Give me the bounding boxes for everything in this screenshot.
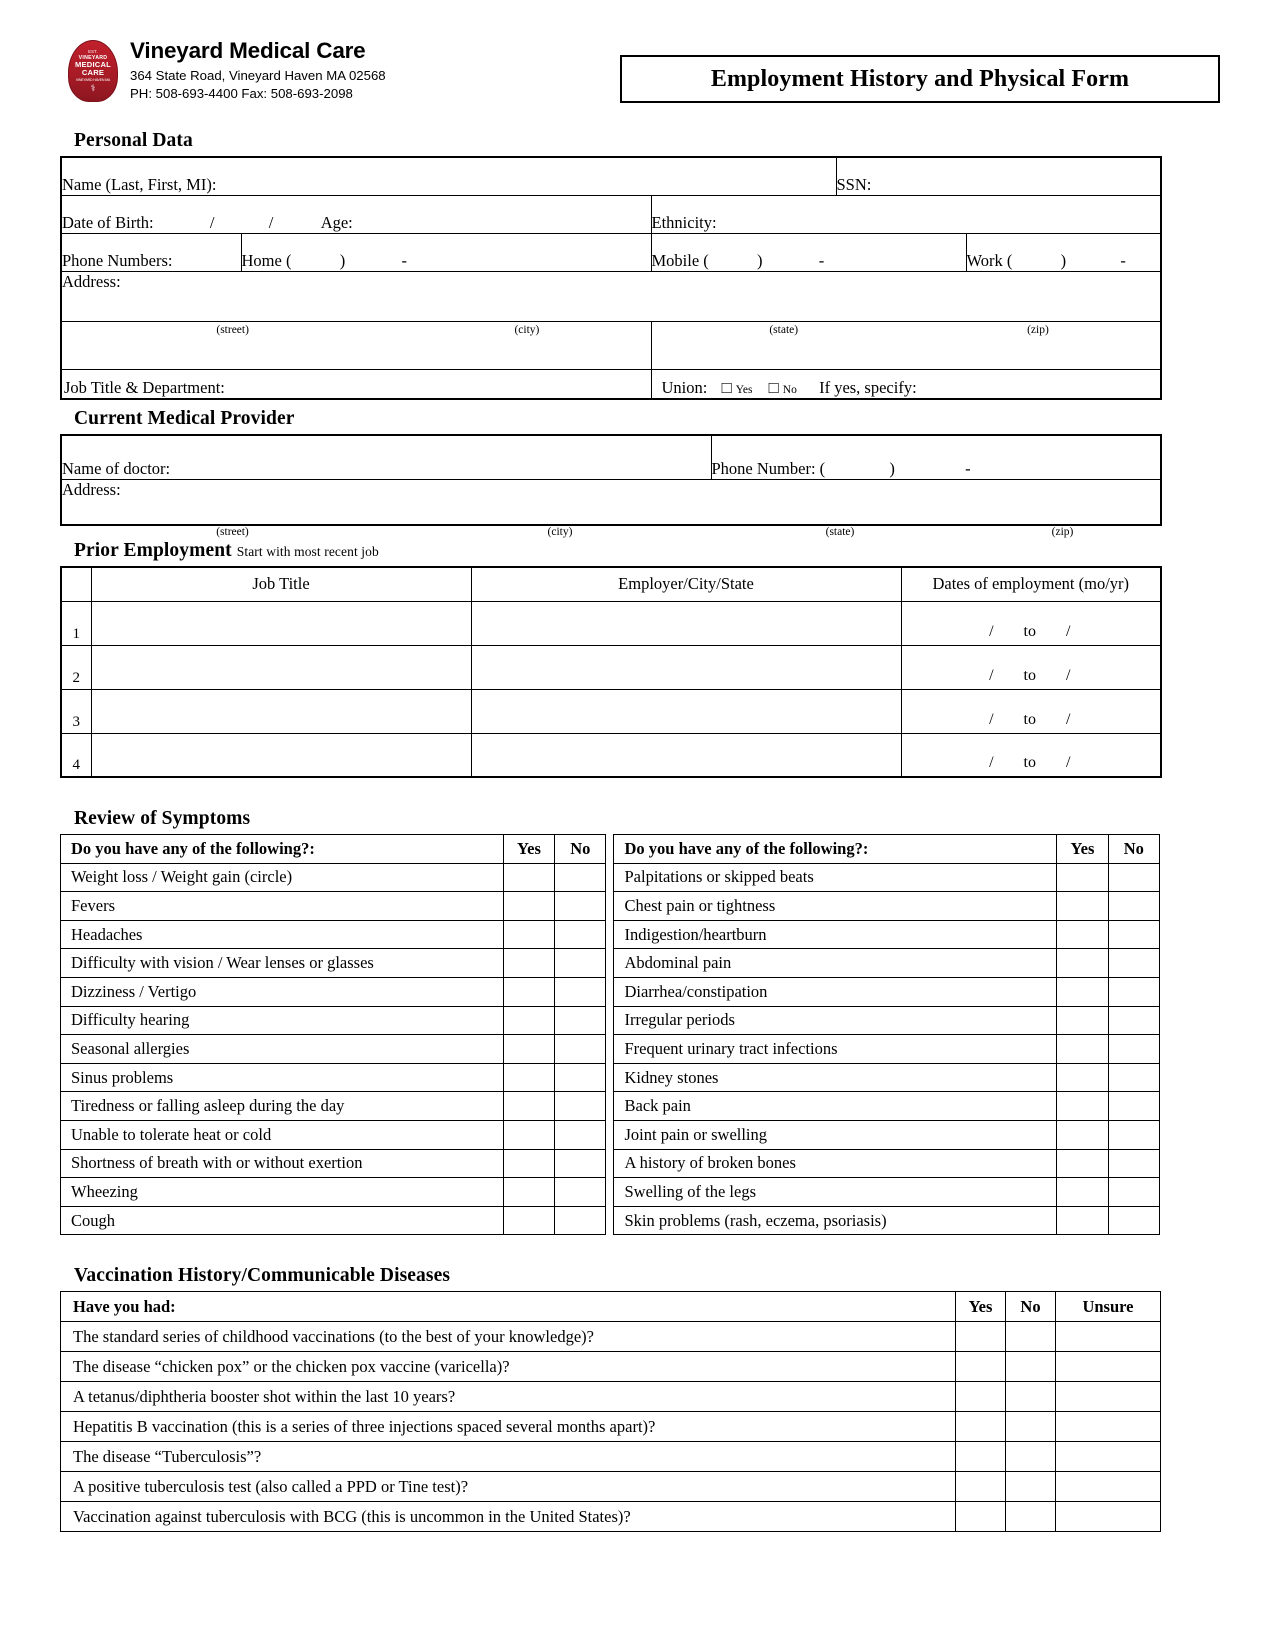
provider-street-hint: (street) bbox=[216, 526, 249, 538]
symptom-no-checkbox-right[interactable] bbox=[1108, 1206, 1159, 1235]
work-phone-dash: - bbox=[1120, 250, 1126, 270]
job-title-department-label: Job Title & Department: bbox=[64, 378, 225, 397]
symptoms-column-gap bbox=[606, 892, 614, 921]
date-to-1: to bbox=[1023, 622, 1036, 640]
symptom-yes-checkbox-right[interactable] bbox=[1057, 977, 1108, 1006]
date-slash-end-2: / bbox=[1065, 666, 1071, 684]
ethnicity-label: Ethnicity: bbox=[651, 212, 717, 232]
vaccination-no-checkbox[interactable] bbox=[1006, 1322, 1056, 1352]
provider-zip-hint: (zip) bbox=[1051, 526, 1074, 538]
symptom-label-right: Joint pain or swelling bbox=[614, 1120, 1057, 1149]
vaccination-yes-checkbox[interactable] bbox=[956, 1382, 1006, 1412]
table-row bbox=[61, 1442, 1161, 1472]
vaccination-no-checkbox[interactable] bbox=[1006, 1382, 1056, 1412]
symptom-label-right: A history of broken bones bbox=[614, 1149, 1057, 1178]
employer-input-2[interactable] bbox=[471, 645, 901, 689]
provider-address-cell[interactable] bbox=[61, 479, 1161, 525]
vaccination-question-label: A positive tuberculosis test (also called a PPD or Tine test)? bbox=[61, 1472, 956, 1502]
union-label: Union: bbox=[661, 378, 708, 397]
logo-container bbox=[60, 38, 126, 102]
home-phone-dash: - bbox=[401, 250, 407, 270]
symptom-yes-checkbox-left[interactable] bbox=[503, 1035, 554, 1064]
date-slash-end-3: / bbox=[1065, 710, 1071, 728]
mobile-phone-cell[interactable] bbox=[651, 233, 966, 271]
mobile-phone-paren: ) bbox=[757, 250, 763, 270]
symptoms-column-gap bbox=[606, 977, 614, 1006]
table-row bbox=[61, 1035, 1160, 1064]
table-row bbox=[61, 645, 1161, 689]
vaccination-yes-checkbox[interactable] bbox=[956, 1442, 1006, 1472]
symptoms-yes-header-right: Yes bbox=[1057, 835, 1108, 864]
union-yes-label: Yes bbox=[735, 384, 753, 396]
job-title-department-cell[interactable] bbox=[61, 369, 651, 399]
date-to-4: to bbox=[1023, 754, 1036, 771]
symptoms-column-gap bbox=[606, 1149, 614, 1178]
vaccination-no-checkbox[interactable] bbox=[1006, 1412, 1056, 1442]
table-row bbox=[61, 1006, 1160, 1035]
symptom-label-left: Fevers bbox=[61, 892, 504, 921]
job-title-input-2[interactable] bbox=[91, 645, 471, 689]
caduceus-icon: ⚕ bbox=[90, 82, 96, 93]
date-to-2: to bbox=[1023, 666, 1036, 684]
table-row bbox=[61, 1206, 1160, 1235]
symptom-no-checkbox-left[interactable] bbox=[555, 1149, 606, 1178]
vaccination-history-table bbox=[60, 1291, 1161, 1532]
vaccination-question-label: A tetanus/diphtheria booster shot within the last 10 years? bbox=[61, 1382, 956, 1412]
vaccination-no-checkbox[interactable] bbox=[1006, 1472, 1056, 1502]
provider-street-hint-cell bbox=[60, 526, 405, 538]
table-row bbox=[61, 1412, 1161, 1442]
symptom-no-checkbox-right[interactable] bbox=[1108, 949, 1159, 978]
name-field-cell[interactable] bbox=[61, 157, 836, 195]
symptom-yes-checkbox-right[interactable] bbox=[1057, 1178, 1108, 1207]
dates-input-2[interactable] bbox=[901, 645, 1161, 689]
symptom-yes-checkbox-left[interactable] bbox=[503, 949, 554, 978]
table-row bbox=[61, 689, 1161, 733]
vaccination-yes-checkbox[interactable] bbox=[956, 1412, 1006, 1442]
mobile-phone-dash: - bbox=[818, 250, 825, 270]
date-slash-end-1: / bbox=[1065, 622, 1071, 640]
vaccination-question-label: The disease “Tuberculosis”? bbox=[61, 1442, 956, 1472]
symptom-label-left: Headaches bbox=[61, 920, 504, 949]
symptoms-column-gap bbox=[606, 949, 614, 978]
employer-input-3[interactable] bbox=[471, 689, 901, 733]
dob-label: Date of Birth: bbox=[62, 212, 154, 232]
vaccination-question-label: Vaccination against tuberculosis with BCG (this is uncommon in the United States)? bbox=[61, 1502, 956, 1532]
table-row bbox=[61, 1178, 1160, 1207]
symptom-label-right: Chest pain or tightness bbox=[614, 892, 1057, 921]
medical-provider-table bbox=[60, 434, 1162, 526]
symptom-label-right: Indigestion/heartburn bbox=[614, 920, 1057, 949]
column-header-employer: Employer/City/State bbox=[471, 567, 901, 601]
symptom-yes-checkbox-right[interactable] bbox=[1057, 1120, 1108, 1149]
vaccination-question-label: The disease “chicken pox” or the chicken pox vaccine (varicella)? bbox=[61, 1352, 956, 1382]
vaccination-question-label: Hepatitis B vaccination (this is a series of three injections spaced several months apart)? bbox=[61, 1412, 956, 1442]
work-phone-label: Work ( bbox=[966, 250, 1013, 270]
provider-city-hint-cell bbox=[405, 526, 715, 538]
employer-input-1[interactable] bbox=[471, 601, 901, 645]
symptom-yes-checkbox-right[interactable] bbox=[1057, 949, 1108, 978]
prior-employment-subtitle: Start with most recent job bbox=[236, 544, 379, 559]
symptom-no-checkbox-left[interactable] bbox=[555, 863, 606, 892]
home-phone-label: Home ( bbox=[241, 250, 292, 270]
symptom-no-checkbox-right[interactable] bbox=[1108, 920, 1159, 949]
date-to-3: to bbox=[1023, 710, 1036, 728]
symptom-label-right: Swelling of the legs bbox=[614, 1178, 1057, 1207]
symptom-no-checkbox-left[interactable] bbox=[555, 1006, 606, 1035]
work-phone-paren: ) bbox=[1060, 250, 1067, 270]
table-row bbox=[61, 479, 1161, 525]
dob-field-cell[interactable] bbox=[61, 195, 651, 233]
row-number-2: 2 bbox=[61, 645, 91, 689]
row-number-4: 4 bbox=[61, 733, 91, 777]
symptom-label-right: Back pain bbox=[614, 1092, 1057, 1121]
employer-input-4[interactable] bbox=[471, 733, 901, 777]
dates-input-1[interactable] bbox=[901, 601, 1161, 645]
symptom-yes-checkbox-right[interactable] bbox=[1057, 1149, 1108, 1178]
table-row bbox=[61, 1120, 1160, 1149]
symptom-no-checkbox-left[interactable] bbox=[555, 892, 606, 921]
union-cell[interactable] bbox=[651, 369, 1161, 399]
date-slash-start-1: / bbox=[989, 622, 994, 640]
symptom-label-left: Cough bbox=[61, 1206, 504, 1235]
form-title-box bbox=[620, 55, 1220, 103]
provider-state-hint: (state) bbox=[825, 526, 855, 538]
symptom-label-left: Difficulty with vision / Wear lenses or glasses bbox=[61, 949, 504, 978]
dob-slash-1: / bbox=[209, 212, 215, 232]
symptom-no-checkbox-left[interactable] bbox=[555, 1178, 606, 1207]
symptom-no-checkbox-right[interactable] bbox=[1108, 1006, 1159, 1035]
table-row bbox=[61, 195, 1161, 233]
clinic-logo-icon bbox=[68, 40, 118, 102]
table-row bbox=[61, 1472, 1161, 1502]
symptom-no-checkbox-left[interactable] bbox=[555, 920, 606, 949]
symptom-label-left: Weight loss / Weight gain (circle) bbox=[61, 863, 504, 892]
vaccination-unsure-checkbox[interactable] bbox=[1056, 1502, 1161, 1532]
symptom-yes-checkbox-left[interactable] bbox=[503, 1063, 554, 1092]
symptom-yes-checkbox-right[interactable] bbox=[1057, 920, 1108, 949]
dates-input-3[interactable] bbox=[901, 689, 1161, 733]
home-phone-paren: ) bbox=[339, 250, 346, 270]
symptom-yes-checkbox-left[interactable] bbox=[503, 1006, 554, 1035]
symptom-label-left: Difficulty hearing bbox=[61, 1006, 504, 1035]
symptom-label-right: Diarrhea/constipation bbox=[614, 977, 1057, 1006]
table-header-row bbox=[61, 835, 1160, 864]
page-header bbox=[60, 38, 1220, 130]
symptoms-no-header-left: No bbox=[555, 835, 606, 864]
prior-employment-table bbox=[60, 566, 1162, 778]
provider-zip-hint-cell bbox=[965, 526, 1160, 538]
symptom-label-right: Abdominal pain bbox=[614, 949, 1057, 978]
table-row bbox=[61, 1352, 1161, 1382]
table-row bbox=[61, 863, 1160, 892]
doctor-name-cell[interactable] bbox=[61, 435, 711, 479]
street-hint: (street) bbox=[216, 323, 249, 336]
provider-address-label: Address: bbox=[62, 479, 121, 499]
zip-hint: (zip) bbox=[1027, 323, 1049, 336]
symptom-yes-checkbox-right[interactable] bbox=[1057, 1092, 1108, 1121]
symptoms-yes-header-left: Yes bbox=[503, 835, 554, 864]
symptoms-column-gap bbox=[606, 1206, 614, 1235]
table-header-row bbox=[61, 1292, 1161, 1322]
symptom-no-checkbox-left[interactable] bbox=[555, 1120, 606, 1149]
symptoms-column-gap bbox=[606, 863, 614, 892]
table-row bbox=[60, 526, 1160, 538]
vaccination-unsure-checkbox[interactable] bbox=[1056, 1322, 1161, 1352]
union-yes-checkbox[interactable]: □ bbox=[721, 378, 732, 397]
org-address: 364 State Road, Vineyard Haven MA 02568 bbox=[130, 68, 386, 83]
symptom-yes-checkbox-left[interactable] bbox=[503, 920, 554, 949]
table-row bbox=[61, 369, 1161, 399]
symptom-no-checkbox-right[interactable] bbox=[1108, 1149, 1159, 1178]
ssn-field-cell[interactable] bbox=[836, 157, 1161, 195]
symptoms-column-gap bbox=[606, 835, 614, 864]
symptom-label-left: Shortness of breath with or without exertion bbox=[61, 1149, 504, 1178]
dates-input-4[interactable] bbox=[901, 733, 1161, 777]
symptoms-column-gap bbox=[606, 920, 614, 949]
symptom-yes-checkbox-right[interactable] bbox=[1057, 1035, 1108, 1064]
symptoms-column-gap bbox=[606, 1092, 614, 1121]
symptom-no-checkbox-right[interactable] bbox=[1108, 1035, 1159, 1064]
org-name: Vineyard Medical Care bbox=[130, 38, 366, 63]
vaccination-no-checkbox[interactable] bbox=[1006, 1352, 1056, 1382]
symptom-label-left: Sinus problems bbox=[61, 1063, 504, 1092]
job-title-input-3[interactable] bbox=[91, 689, 471, 733]
symptom-yes-checkbox-left[interactable] bbox=[503, 863, 554, 892]
provider-phone-label: Phone Number: ( bbox=[711, 458, 826, 478]
table-row bbox=[61, 733, 1161, 777]
symptom-yes-checkbox-left[interactable] bbox=[503, 1120, 554, 1149]
address-field-cell[interactable] bbox=[61, 271, 1161, 321]
vaccination-no-checkbox[interactable] bbox=[1006, 1502, 1056, 1532]
job-title-input-1[interactable] bbox=[91, 601, 471, 645]
provider-address-hints bbox=[60, 526, 1160, 538]
table-row bbox=[61, 271, 1161, 321]
symptom-no-checkbox-right[interactable] bbox=[1108, 863, 1159, 892]
symptoms-question-header-right: Do you have any of the following?: bbox=[614, 835, 1057, 864]
review-of-symptoms-heading: Review of Symptoms bbox=[74, 808, 251, 829]
prior-employment-heading bbox=[74, 540, 1220, 562]
form-title: Employment History and Physical Form bbox=[710, 65, 1130, 92]
symptom-label-left: Tiredness or falling asleep during the day bbox=[61, 1092, 504, 1121]
personal-data-heading: Personal Data bbox=[74, 130, 193, 151]
symptom-label-right: Palpitations or skipped beats bbox=[614, 863, 1057, 892]
symptom-no-checkbox-right[interactable] bbox=[1108, 892, 1159, 921]
symptom-yes-checkbox-left[interactable] bbox=[503, 1149, 554, 1178]
symptom-label-right: Frequent urinary tract infections bbox=[614, 1035, 1057, 1064]
date-slash-start-2: / bbox=[989, 666, 994, 684]
logo-bar-text: VINEYARD HAVEN MA bbox=[75, 78, 111, 83]
table-row bbox=[61, 233, 1161, 271]
logo-line-1: VINEYARD bbox=[78, 54, 108, 61]
provider-state-hint-cell bbox=[715, 526, 965, 538]
address-label: Address: bbox=[62, 271, 121, 291]
address-hint-left-cell bbox=[61, 321, 651, 369]
symptom-yes-checkbox-left[interactable] bbox=[503, 1178, 554, 1207]
vaccination-unsure-checkbox[interactable] bbox=[1056, 1382, 1161, 1412]
state-hint: (state) bbox=[769, 323, 799, 336]
table-row bbox=[61, 1502, 1161, 1532]
table-row bbox=[61, 977, 1160, 1006]
vaccination-question-header: Have you had: bbox=[61, 1292, 956, 1322]
symptom-yes-checkbox-left[interactable] bbox=[503, 977, 554, 1006]
union-no-checkbox[interactable]: □ bbox=[768, 378, 779, 397]
symptoms-column-gap bbox=[606, 1120, 614, 1149]
prior-employment-title: Prior Employment bbox=[74, 540, 232, 561]
review-of-symptoms-table bbox=[60, 834, 1160, 1235]
table-row bbox=[61, 157, 1161, 195]
vaccination-unsure-header: Unsure bbox=[1056, 1292, 1161, 1322]
symptoms-column-gap bbox=[606, 1035, 614, 1064]
symptom-no-checkbox-right[interactable] bbox=[1108, 1178, 1159, 1207]
table-row bbox=[61, 1063, 1160, 1092]
symptom-yes-checkbox-right[interactable] bbox=[1057, 863, 1108, 892]
work-phone-cell[interactable] bbox=[966, 233, 1161, 271]
table-header-row bbox=[61, 567, 1161, 601]
vaccination-history-heading: Vaccination History/Communicable Diseases bbox=[74, 1265, 451, 1287]
symptoms-column-gap bbox=[606, 1006, 614, 1035]
symptoms-question-header-left: Do you have any of the following?: bbox=[61, 835, 504, 864]
table-row bbox=[61, 1092, 1160, 1121]
vaccination-unsure-checkbox[interactable] bbox=[1056, 1412, 1161, 1442]
vaccination-unsure-checkbox[interactable] bbox=[1056, 1442, 1161, 1472]
symptom-label-right: Irregular periods bbox=[614, 1006, 1057, 1035]
symptom-no-checkbox-left[interactable] bbox=[555, 1063, 606, 1092]
symptom-no-checkbox-left[interactable] bbox=[555, 1092, 606, 1121]
symptoms-no-header-right: No bbox=[1108, 835, 1159, 864]
ethnicity-field-cell[interactable] bbox=[651, 195, 1161, 233]
symptom-no-checkbox-left[interactable] bbox=[555, 1206, 606, 1235]
job-title-input-4[interactable] bbox=[91, 733, 471, 777]
symptom-label-right: Skin problems (rash, eczema, psoriasis) bbox=[614, 1206, 1057, 1235]
vaccination-yes-checkbox[interactable] bbox=[956, 1352, 1006, 1382]
date-slash-end-4: / bbox=[1065, 754, 1071, 771]
column-header-job-title: Job Title bbox=[91, 567, 471, 601]
provider-city-hint: (city) bbox=[547, 526, 573, 538]
table-row bbox=[61, 435, 1161, 479]
symptom-no-checkbox-left[interactable] bbox=[555, 977, 606, 1006]
personal-data-table bbox=[60, 156, 1162, 400]
table-row bbox=[61, 601, 1161, 645]
union-no-label: No bbox=[782, 384, 797, 396]
address-hint-right-cell bbox=[651, 321, 1161, 369]
symptom-label-left: Wheezing bbox=[61, 1178, 504, 1207]
symptom-no-checkbox-right[interactable] bbox=[1108, 1092, 1159, 1121]
symptom-no-checkbox-right[interactable] bbox=[1108, 1120, 1159, 1149]
org-phone: PH: 508-693-4400 Fax: 508-693-2098 bbox=[130, 86, 353, 101]
medical-provider-heading: Current Medical Provider bbox=[74, 408, 295, 429]
mobile-phone-label: Mobile ( bbox=[651, 250, 709, 270]
symptom-label-left: Seasonal allergies bbox=[61, 1035, 504, 1064]
date-slash-start-3: / bbox=[989, 710, 994, 728]
symptom-no-checkbox-left[interactable] bbox=[555, 949, 606, 978]
phone-numbers-label-cell bbox=[61, 233, 241, 271]
home-phone-cell[interactable] bbox=[241, 233, 651, 271]
symptoms-column-gap bbox=[606, 1178, 614, 1207]
symptom-yes-checkbox-right[interactable] bbox=[1057, 1006, 1108, 1035]
table-row bbox=[61, 321, 1161, 369]
age-label: Age: bbox=[320, 212, 353, 232]
table-row bbox=[61, 1322, 1161, 1352]
doctor-name-label: Name of doctor: bbox=[62, 458, 171, 478]
vaccination-yes-checkbox[interactable] bbox=[956, 1322, 1006, 1352]
symptom-yes-checkbox-right[interactable] bbox=[1057, 1206, 1108, 1235]
city-hint: (city) bbox=[514, 323, 540, 336]
dob-slash-2: / bbox=[268, 212, 274, 232]
vaccination-question-label: The standard series of childhood vaccinations (to the best of your knowledge)? bbox=[61, 1322, 956, 1352]
column-header-dates: Dates of employment (mo/yr) bbox=[901, 567, 1161, 601]
vaccination-no-header: No bbox=[1006, 1292, 1056, 1322]
symptom-yes-checkbox-left[interactable] bbox=[503, 1206, 554, 1235]
symptom-label-left: Dizziness / Vertigo bbox=[61, 977, 504, 1006]
table-row bbox=[61, 949, 1160, 978]
vaccination-yes-checkbox[interactable] bbox=[956, 1472, 1006, 1502]
ssn-label: SSN: bbox=[836, 174, 872, 194]
table-row bbox=[61, 920, 1160, 949]
org-info bbox=[126, 38, 386, 103]
provider-phone-paren: ) bbox=[889, 458, 895, 478]
symptom-label-left: Unable to tolerate heat or cold bbox=[61, 1120, 504, 1149]
logo-line-3: CARE bbox=[81, 68, 105, 78]
symptom-yes-checkbox-right[interactable] bbox=[1057, 1063, 1108, 1092]
logo-line-2: MEDICAL bbox=[75, 60, 111, 70]
date-slash-start-4: / bbox=[989, 754, 994, 771]
symptom-yes-checkbox-right[interactable] bbox=[1057, 892, 1108, 921]
vaccination-yes-checkbox[interactable] bbox=[956, 1502, 1006, 1532]
union-specify-label: If yes, specify: bbox=[819, 378, 917, 397]
table-row bbox=[61, 892, 1160, 921]
row-number-1: 1 bbox=[61, 601, 91, 645]
vaccination-no-checkbox[interactable] bbox=[1006, 1442, 1056, 1472]
vaccination-yes-header: Yes bbox=[956, 1292, 1006, 1322]
symptoms-column-gap bbox=[606, 1063, 614, 1092]
provider-phone-cell[interactable] bbox=[711, 435, 1161, 479]
symptom-yes-checkbox-left[interactable] bbox=[503, 1092, 554, 1121]
logo-top-text: EST. bbox=[88, 49, 98, 55]
symptom-label-right: Kidney stones bbox=[614, 1063, 1057, 1092]
phone-numbers-label: Phone Numbers: bbox=[62, 250, 173, 270]
vaccination-unsure-checkbox[interactable] bbox=[1056, 1472, 1161, 1502]
symptom-no-checkbox-right[interactable] bbox=[1108, 1063, 1159, 1092]
symptom-no-checkbox-right[interactable] bbox=[1108, 977, 1159, 1006]
name-label: Name (Last, First, MI): bbox=[62, 174, 217, 194]
vaccination-unsure-checkbox[interactable] bbox=[1056, 1352, 1161, 1382]
table-row bbox=[61, 1149, 1160, 1178]
provider-phone-dash: - bbox=[965, 458, 971, 478]
symptom-yes-checkbox-left[interactable] bbox=[503, 892, 554, 921]
symptom-no-checkbox-left[interactable] bbox=[555, 1035, 606, 1064]
table-row bbox=[61, 1382, 1161, 1412]
row-number-3: 3 bbox=[61, 689, 91, 733]
